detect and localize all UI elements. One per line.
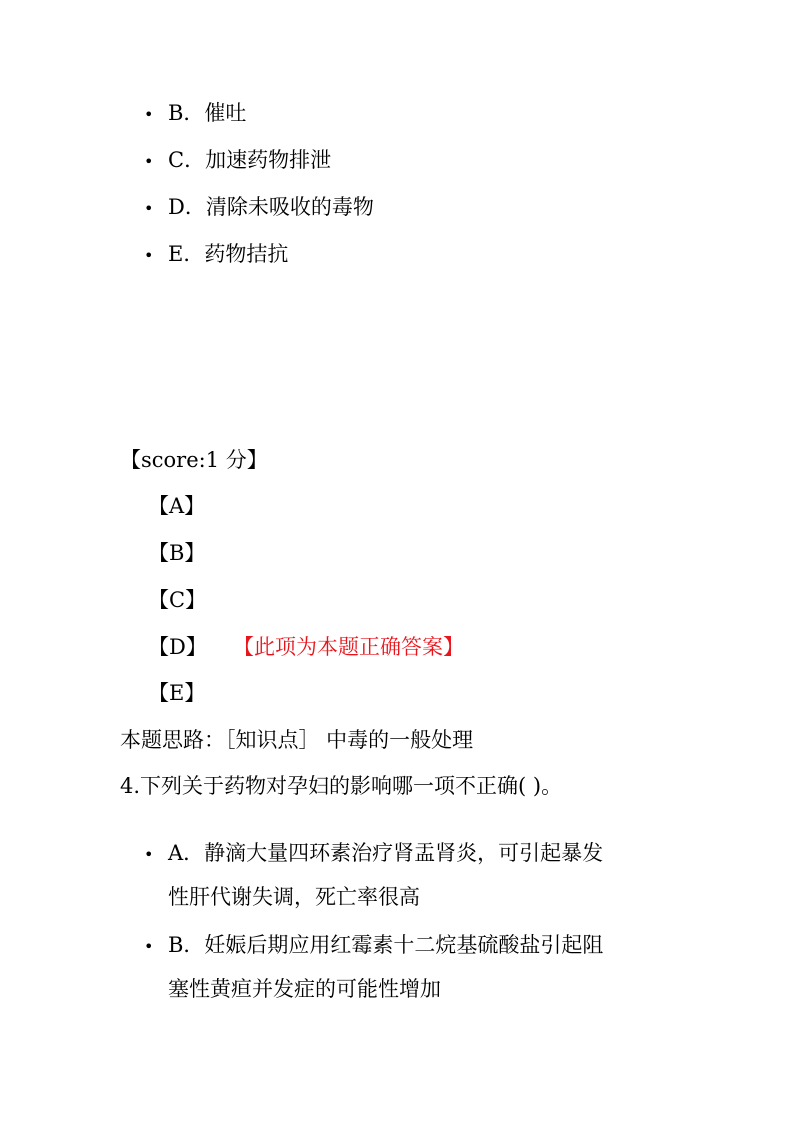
option-c: C．加速药物排泄 [168,148,332,172]
option-b: B．催吐 [168,101,247,125]
score-label: 【score:1 分】 [120,448,268,472]
bullet: • [144,937,154,956]
option-e: E．药物拮抗 [168,242,289,266]
option-b-line1: B．妊娠后期应用红霉素十二烷基硫酸盐引起阻 [168,933,604,957]
option-b-line2: 塞性黄疸并发症的可能性增加 [168,977,441,1001]
bullet: • [144,246,154,265]
answer-choice-e: 【E】 [148,681,206,705]
option-a-line1: A．静滴大量四环素治疗肾盂肾炎，可引起暴发 [168,841,604,865]
answer-choice-a: 【A】 [148,494,206,518]
explanation-text: 本题思路：［知识点］ 中毒的一般处理 [120,728,474,752]
answer-choice-d: 【D】 [148,635,207,659]
option-d: D．清除未吸收的毒物 [168,195,374,219]
option-a-line2: 性肝代谢失调，死亡率很高 [168,885,420,909]
bullet: • [144,152,154,171]
bullet: • [144,845,154,864]
bullet: • [144,105,154,124]
question-stem: 4.下列关于药物对孕妇的影响哪一项不正确( )。 [120,774,563,798]
correct-answer-note: 【此项为本题正确答案】 [233,635,464,659]
answer-choice-c: 【C】 [148,588,207,612]
answer-choice-b: 【B】 [148,541,206,565]
bullet: • [144,199,154,218]
